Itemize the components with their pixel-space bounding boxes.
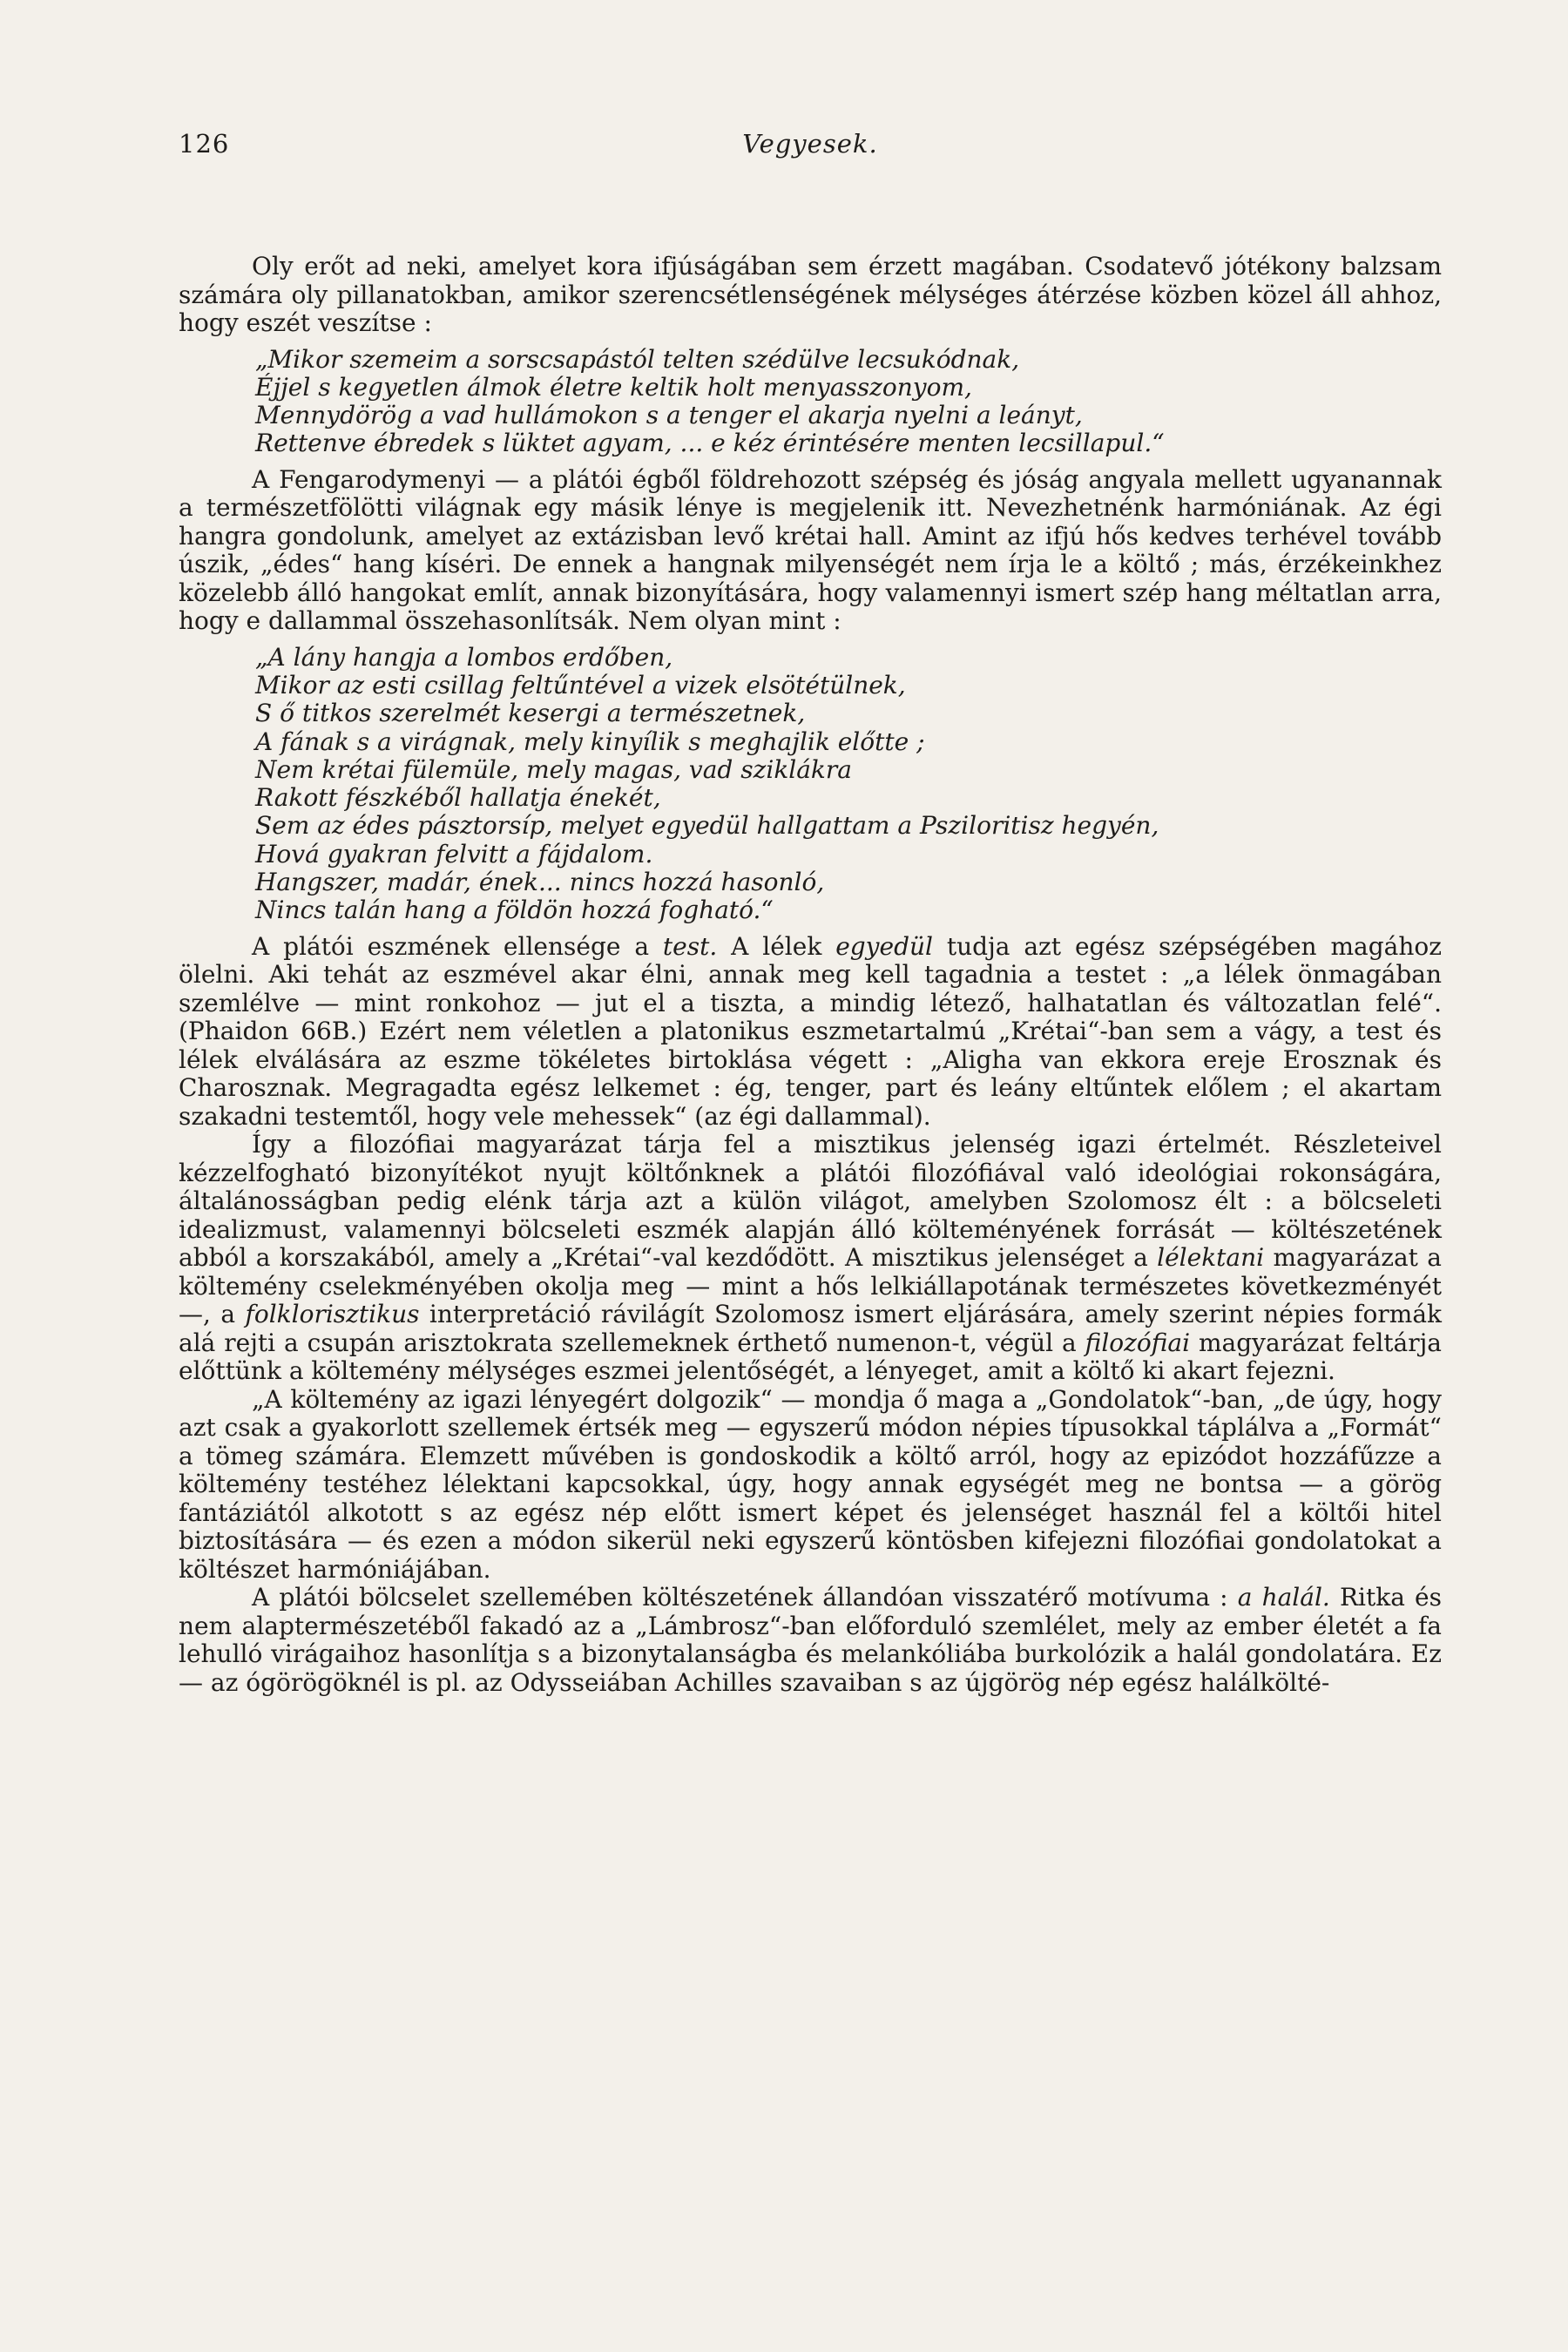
verse-line: S ő titkos szerelmét kesergi a természetnek, bbox=[255, 699, 806, 728]
text-run: interpretáció rávilágít Szolomosz ismert eljárására, amely szerint népies formák alá rejti a csupán arisztokrata szellemeknek érthető numenon-t, végül a bbox=[179, 1300, 1442, 1357]
emphasis: filozófiai bbox=[1085, 1328, 1191, 1357]
text-run: magyarázat feltárja előttünk a költemény mélységes eszmei jelentőségét, a lényeget, amit a költő ki akart fejezni. bbox=[179, 1328, 1442, 1386]
paragraph: Oly erőt ad neki, amelyet kora ifjúságában sem érzett magában. Csodatevő jótékony balzsam számára oly pillanatokban, amikor szerencsétlenségének mélységes átérzése közben közel áll ahhoz, hogy eszét veszítse : bbox=[179, 252, 1442, 337]
text-run: Ritka és nem alaptermészetéből fakadó az a „Lámbrosz“-ban előforduló szemlélet, mely az ember életét a fa lehulló virágaihoz hasonlítja s a bizonytalanságba és melankóliába burkolózik a halál gondolatára. Ez — az ógörögöknél is pl. az Odysseiában Achilles szavaiban s az újgörög nép egész halálkölté- bbox=[179, 1583, 1442, 1697]
verse-line: Mennydörög a vad hullámokon s a tenger el akarja nyelni a leányt, bbox=[255, 401, 1083, 430]
page-number: 126 bbox=[179, 129, 230, 159]
verse-line: „Mikor szemeim a sorscsapástól telten szédülve lecsukódnak, bbox=[255, 344, 1020, 374]
verse-line: A fának s a virágnak, mely kinyílik s meghajlik előtte ; bbox=[255, 727, 925, 756]
verse-line: „A lány hangja a lombos erdőben, bbox=[255, 642, 673, 672]
verse-line: Rettenve ébredek s lüktet agyam, ... e kéz érintésére menten lecsillapul.“ bbox=[255, 429, 1165, 458]
paragraph bbox=[179, 933, 1442, 1132]
verse-line: Sem az édes pásztorsíp, melyet egyedül hallgattam a Psziloritisz hegyén, bbox=[255, 811, 1159, 841]
paragraph bbox=[179, 1131, 1442, 1386]
emphasis: test. bbox=[662, 931, 718, 961]
text-run: Így a filozófiai magyarázat tárja fel a misztikus jelenség igazi értelmét. Részleteivel kézzelfogható bizonyítékot nyujt költőnknek a plátói filozófiával való ideológiai rokonságára, általánosságban pedig elénk tárja azt a külön világot, amelyben Szolomosz élt : a bölcseleti idealizmust, valamennyi bölcseleti eszmék alapján álló költeményének forrását — költészetének abból a korszakából, amely a „Krétai“-val kezdődött. A misztikus jelenséget a bbox=[179, 1130, 1442, 1273]
emphasis: a halál. bbox=[1237, 1583, 1330, 1612]
verse-line: Rakott fészkéből hallatja énekét, bbox=[255, 783, 661, 813]
verse-quote bbox=[255, 346, 1442, 458]
text-run: magyarázat a költemény cselekményében okolja meg — mint a hős lelkiállapotának természetes következményét —, a bbox=[179, 1243, 1442, 1329]
body-text bbox=[179, 253, 1442, 1697]
verse-line: Éjjel s kegyetlen álmok életre keltik holt menyasszonyom, bbox=[255, 372, 972, 402]
verse-quote bbox=[255, 644, 1442, 925]
verse-line: Hangszer, madár, ének... nincs hozzá hasonló, bbox=[255, 868, 825, 897]
verse-line: Hová gyakran felvitt a fájdalom. bbox=[255, 839, 653, 868]
emphasis: lélektani bbox=[1157, 1243, 1265, 1273]
paragraph bbox=[179, 1584, 1442, 1697]
paragraph: A Fengarodymenyi — a plátói égből földrehozott szépség és jóság angyala mellett ugyanannak a természetfölötti világnak egy másik lénye is megjelenik itt. Nevezhetnénk harmóniának. Az égi hangra gondolunk, amelyet az extázisban levő krétai hall. Amint az ifjú hős kedves terhével tovább úszik, „édes“ hang kíséri. De ennek a hangnak milyenségét nem írja le a költő ; más, érzékeinkhez közelebb álló hangokat említ, annak bizonyítására, hogy valamennyi ismert szép hang méltatlan arra, hogy e dallammal összehasonlítsák. Nem olyan mint : bbox=[179, 464, 1442, 636]
text-run: A plátói bölcselet szellemében költészetének állandóan visszatérő motívuma : bbox=[252, 1583, 1238, 1612]
text-run: A plátói eszmének ellensége a bbox=[252, 931, 663, 961]
emphasis: folklorisztikus bbox=[245, 1300, 420, 1329]
page-header bbox=[179, 129, 1442, 169]
verse-line: Nem krétai fülemüle, mely magas, vad sziklákra bbox=[255, 754, 852, 784]
text-run: tudja azt egész szépségében magához ölelni. Aki tehát az eszmével akar élni, annak meg kell tagadnia a testet : „a lélek önmagában szemlélve — mint ronkohoz — jut el a tiszta, a mindig létező, halhatatlan és változatlan felé“. (Phaidon 66B.) Ezért nem véletlen a platonikus eszmetartalmú „Krétai“-ban sem a vágy, a test és lélek elválására az eszme tökéletes birtoklása végett : „Aligha van ekkora ereje Erosznak és Charosznak. Megragadta egész lelkemet : ég, tenger, part és leány eltűntek előlem ; el akartam szakadni testemtől, hogy vele mehessek“ (az égi dallammal). bbox=[179, 931, 1442, 1131]
running-title: Vegyesek. bbox=[742, 129, 878, 159]
text-run: A lélek bbox=[717, 931, 836, 961]
verse-line: Mikor az esti csillag feltűntével a vizek elsötétülnek, bbox=[255, 670, 906, 700]
verse-line: Nincs talán hang a földön hozzá fogható.“ bbox=[255, 896, 774, 925]
emphasis: egyedül bbox=[835, 931, 933, 961]
paragraph: „A költemény az igazi lényegért dolgozik“ — mondja ő maga a „Gondolatok“-ban, „de úgy, hogy azt csak a gyakorlott szellemek értsék meg — egyszerű módon népies típusokkal táplálva a „Formát“ a tömeg számára. Elemzett művében is gondoskodik a költő arról, hogy az epizódot hozzáfűzze a költemény testéhez lélektani kapcsokkal, úgy, hogy annak egységét meg ne bontsa — a görög fantáziától alkotott s az egész nép előtt ismert képet és jelenséget használ fel a költői hitel biztosítására — és ezen a módon sikerül neki egyszerű köntösben kifejezni filozófiai gondolatokat a költészet harmóniájában. bbox=[179, 1384, 1442, 1584]
